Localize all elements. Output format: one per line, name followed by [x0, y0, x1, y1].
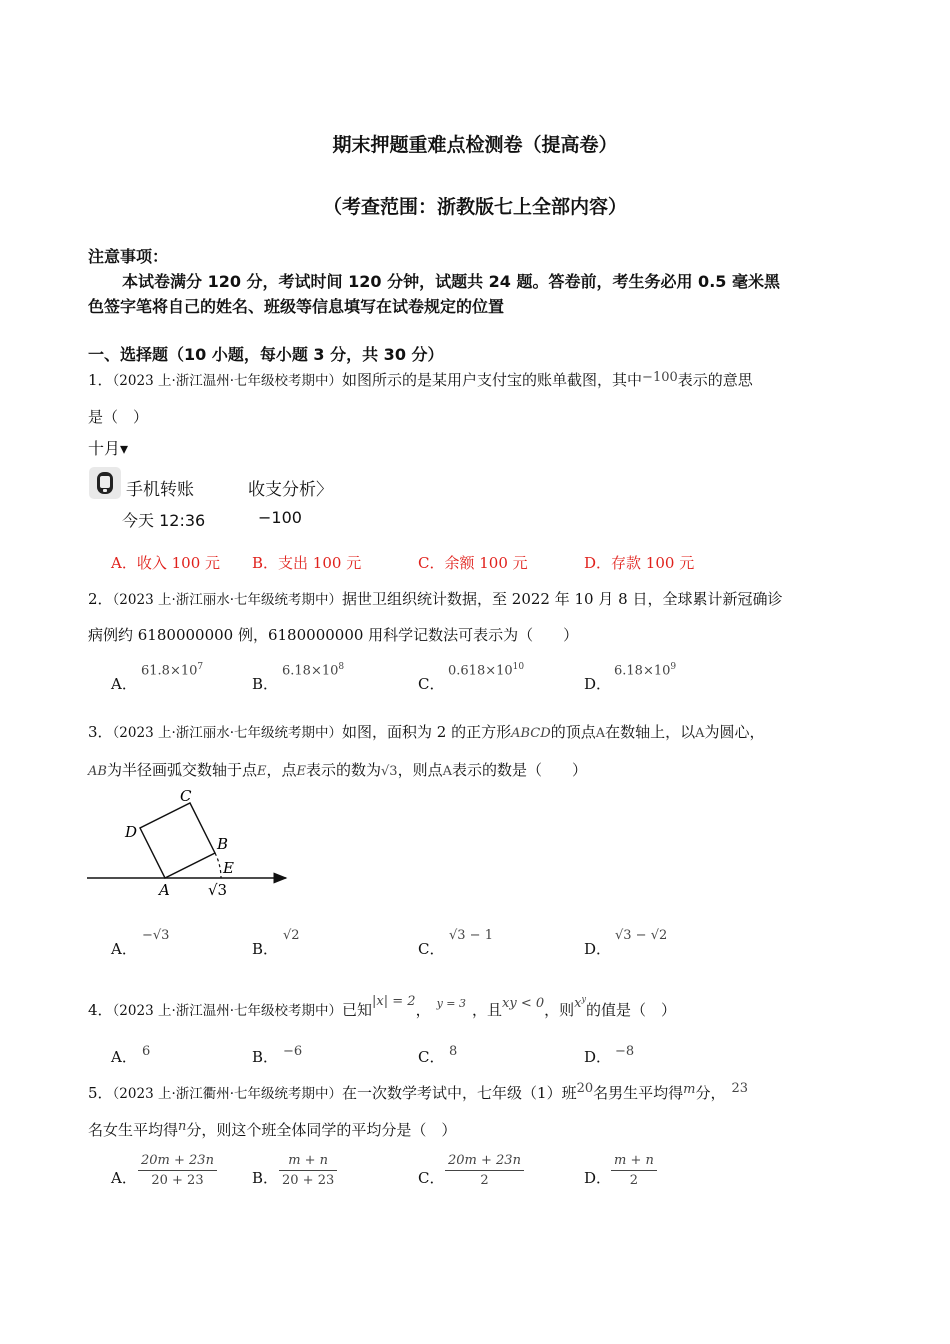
question-source: （2023 上·浙江温州·七年级校考期中） [112, 373, 343, 389]
question-source: （2023 上·浙江丽水·七年级统考期中） [112, 725, 343, 741]
q5-option-a-label: A． [111, 1169, 137, 1187]
question-number: 1． [88, 371, 113, 389]
chevron-right-icon: 〉 [316, 480, 333, 500]
question-number: 3． [88, 723, 113, 741]
q5-option-a-fraction: $\frac{20m + 23n}{20 + 23}$ [138, 1153, 217, 1188]
question-4: 4．（2023 上·浙江温州·七年级校考期中）已知|x| = 2， $^{y = 3}$ ，且xy < 0，则$x^y$的值是（ ） [88, 994, 677, 1019]
q3-option-d-value: √3 − √2 [615, 928, 668, 943]
q3-option-c-value: √3 − 1 [449, 928, 493, 943]
page-title: 期末押题重难点检测卷（提高卷） [332, 134, 618, 156]
question-number: 5． [88, 1084, 113, 1102]
question-1: 1．（2023 上·浙江温州·七年级校考期中）如图所示的是某用户支付宝的账单截图，其中−100表示的意思 [88, 370, 753, 389]
question-5: 5．（2023 上·浙江衢州·七年级统考期中）在一次数学考试中，七年级（1）班20名男生平均得m分， 23 [88, 1081, 749, 1102]
q5-option-d-label: D． [584, 1169, 612, 1187]
q5-option-d-fraction: $\frac{m + n}{2}$ [611, 1153, 657, 1188]
question-3: 3．（2023 上·浙江丽水·七年级统考期中）如图，面积为 2 的正方形ABCD的顶点A在数轴上，以A为圆心， [88, 723, 765, 741]
q1-option-d: D．存款 100 元 [584, 554, 695, 572]
question-source: （2023 上·浙江衢州·七年级统考期中） [112, 1086, 343, 1102]
bill-time: 今天 12:36 [122, 511, 206, 530]
question-5-cont: 名女生平均得n分，则这个班全体同学的平均分是（ ） [88, 1119, 457, 1139]
question-source: （2023 上·浙江丽水·七年级统考期中） [112, 592, 343, 608]
question-number: 2． [88, 590, 113, 608]
q5-option-c-label: C． [418, 1169, 445, 1187]
q4-option-a-value: 6 [142, 1044, 151, 1059]
section-heading: 一、选择题（10 小题，每小题 3 分，共 30 分） [88, 345, 444, 364]
q3-option-d-label: D． [584, 940, 612, 958]
q4-option-c-value: 8 [449, 1044, 458, 1059]
q2-option-d-label: D． [584, 675, 612, 693]
square-number-line-figure [80, 785, 310, 905]
q3-option-b-value: √2 [283, 928, 300, 943]
q2-option-c-value: $0.618\times 10^{10}$ [448, 662, 525, 679]
question-number: 4． [88, 1001, 113, 1019]
q2-option-c-label: C． [418, 675, 445, 693]
math-expression: −100 [642, 370, 678, 385]
q3-option-a-value: −√3 [142, 928, 170, 943]
question-2: 2．（2023 上·浙江丽水·七年级统考期中）据世卫组织统计数据，至 2022 年 10 月 8 日，全球累计新冠确诊 [88, 590, 783, 608]
square-abcd [140, 803, 215, 878]
q5-option-b-label: B． [252, 1169, 279, 1187]
question-2-cont: 病例约 6180000000 例，6180000000 用科学记数法可表示为（ ） [88, 626, 579, 644]
bill-amount: −100 [258, 508, 302, 527]
q2-option-b-value: $6.18\times 10^8$ [282, 662, 345, 679]
bill-analysis-link: 收支分析〉 [248, 480, 333, 500]
q5-option-c-fraction: $\frac{20m + 23n}{2}$ [445, 1153, 524, 1188]
q4-option-b-value: −6 [283, 1044, 303, 1059]
q4-option-c-label: C． [418, 1048, 445, 1066]
page-subtitle: （考查范围：浙教版七上全部内容） [322, 196, 627, 218]
q1-option-c: C．余额 100 元 [418, 554, 528, 572]
notes-heading: 注意事项： [88, 247, 169, 266]
q4-option-d-value: −8 [615, 1044, 635, 1059]
question-3-cont: AB为半径画弧交数轴于点E，点E表示的数为√3，则点A表示的数是（ ） [88, 761, 587, 779]
q1-option-b: B．支出 100 元 [252, 554, 362, 572]
q5-option-b-fraction: $\frac{m + n}{20 + 23}$ [279, 1153, 337, 1188]
label-b: B [217, 835, 229, 853]
q3-option-b-label: B． [252, 940, 279, 958]
power-expression: $x^y$ [574, 994, 587, 1011]
bill-item-label: 手机转账 [126, 480, 194, 500]
label-a: A [159, 881, 170, 899]
question-1-cont: 是（ ） [88, 408, 149, 426]
q4-option-d-label: D． [584, 1048, 612, 1066]
q2-option-a-value: $61.8\times 10^7$ [141, 662, 204, 679]
notes-line-1: 本试卷满分 120 分，考试时间 120 分钟，试题共 24 题。答卷前，考生务必用 0.5 毫米黑 [122, 272, 780, 291]
label-e: E [223, 859, 234, 877]
q4-option-b-label: B． [252, 1048, 279, 1066]
q3-option-c-label: C． [418, 940, 445, 958]
label-d: D [125, 823, 138, 841]
question-source: （2023 上·浙江温州·七年级校考期中） [112, 1003, 343, 1019]
q2-option-b-label: B． [252, 675, 279, 693]
phone-icon [89, 467, 121, 499]
label-c: C [180, 787, 192, 805]
q4-option-a-label: A． [111, 1048, 137, 1066]
notes-line-2: 色签字笔将自己的姓名、班级等信息填写在试卷规定的位置 [88, 297, 505, 316]
dashed-arc [215, 853, 221, 878]
q3-option-a-label: A． [111, 940, 137, 958]
q1-option-a: A．收入 100 元 [111, 554, 220, 572]
q2-option-d-value: $6.18\times 10^9$ [614, 662, 677, 679]
label-sqrt3: √3 [208, 881, 228, 899]
bill-month-dropdown: 十月▾ [88, 439, 129, 458]
q2-option-a-label: A． [111, 675, 137, 693]
